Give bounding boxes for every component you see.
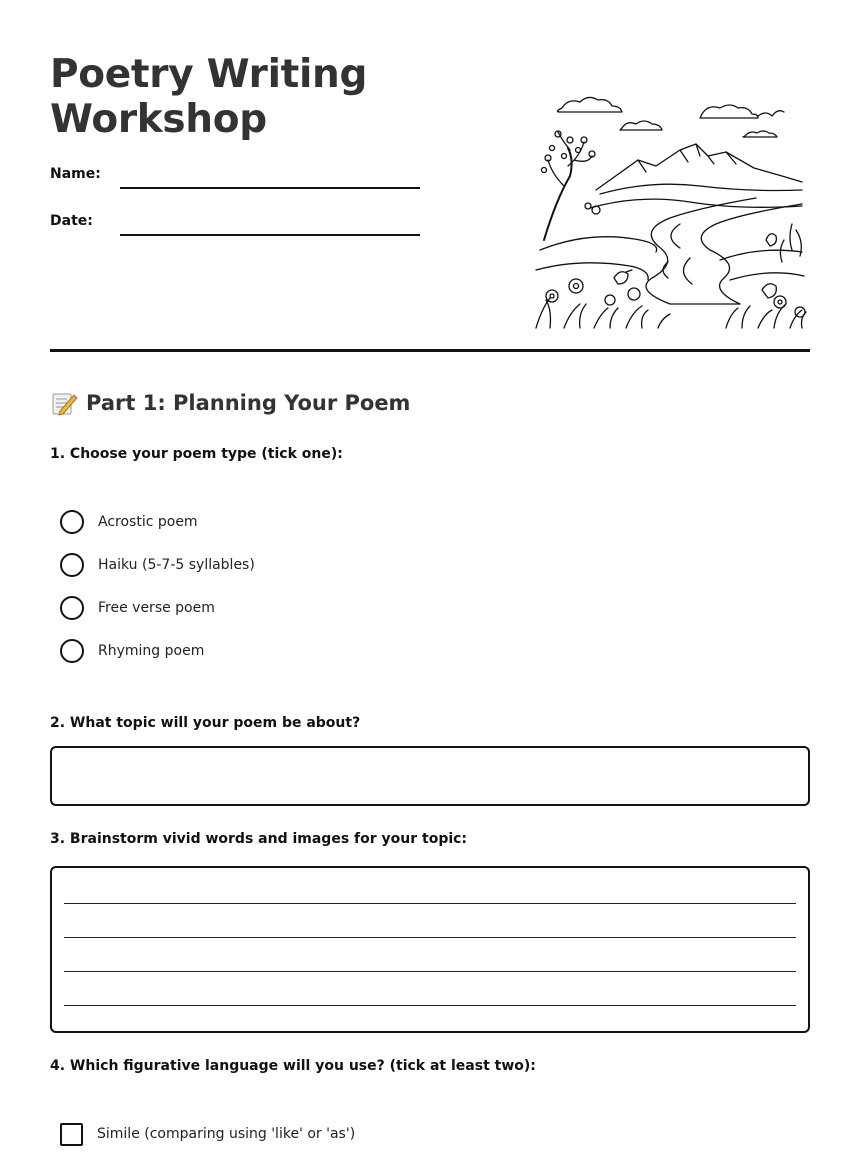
name-label: Name: (50, 166, 101, 182)
question-2: 2. What topic will your poem be about? (50, 715, 361, 731)
name-field[interactable] (120, 187, 420, 189)
header-divider (50, 349, 810, 352)
date-label: Date: (50, 213, 93, 229)
writing-line (64, 937, 796, 938)
radio-button[interactable] (60, 553, 84, 577)
poem-type-option-acrostic[interactable] (60, 510, 198, 534)
figurative-option-simile[interactable] (60, 1122, 355, 1146)
radio-button[interactable] (60, 639, 84, 663)
radio-button[interactable] (60, 596, 84, 620)
option-label: Haiku (5-7-5 syllables) (98, 557, 255, 573)
page-title (50, 52, 367, 142)
poem-type-option-free-verse[interactable] (60, 596, 215, 620)
brainstorm-answer-box[interactable] (50, 866, 810, 1033)
writing-line (64, 903, 796, 904)
checkbox[interactable] (60, 1123, 83, 1146)
memo-pencil-icon (50, 389, 78, 417)
poem-type-option-rhyming[interactable] (60, 639, 204, 663)
title-line-1: Poetry Writing (50, 52, 368, 97)
option-label: Free verse poem (98, 600, 215, 616)
option-label: Acrostic poem (98, 514, 198, 530)
writing-line (64, 1005, 796, 1006)
topic-answer-box[interactable] (50, 746, 810, 806)
poem-type-option-haiku[interactable] (60, 553, 255, 577)
question-3: 3. Brainstorm vivid words and images for your topic: (50, 831, 468, 847)
landscape-illustration (530, 90, 810, 330)
date-field[interactable] (120, 234, 420, 236)
question-4: 4. Which figurative language will you use? (tick at least two): (50, 1058, 536, 1074)
part1-heading (50, 389, 410, 417)
radio-button[interactable] (60, 510, 84, 534)
writing-line (64, 971, 796, 972)
option-label: Simile (comparing using 'like' or 'as') (97, 1126, 356, 1142)
part1-heading-text: Part 1: Planning Your Poem (86, 391, 411, 415)
question-1: 1. Choose your poem type (tick one): (50, 446, 343, 462)
title-line-2: Workshop (50, 97, 267, 142)
option-label: Rhyming poem (98, 643, 205, 659)
